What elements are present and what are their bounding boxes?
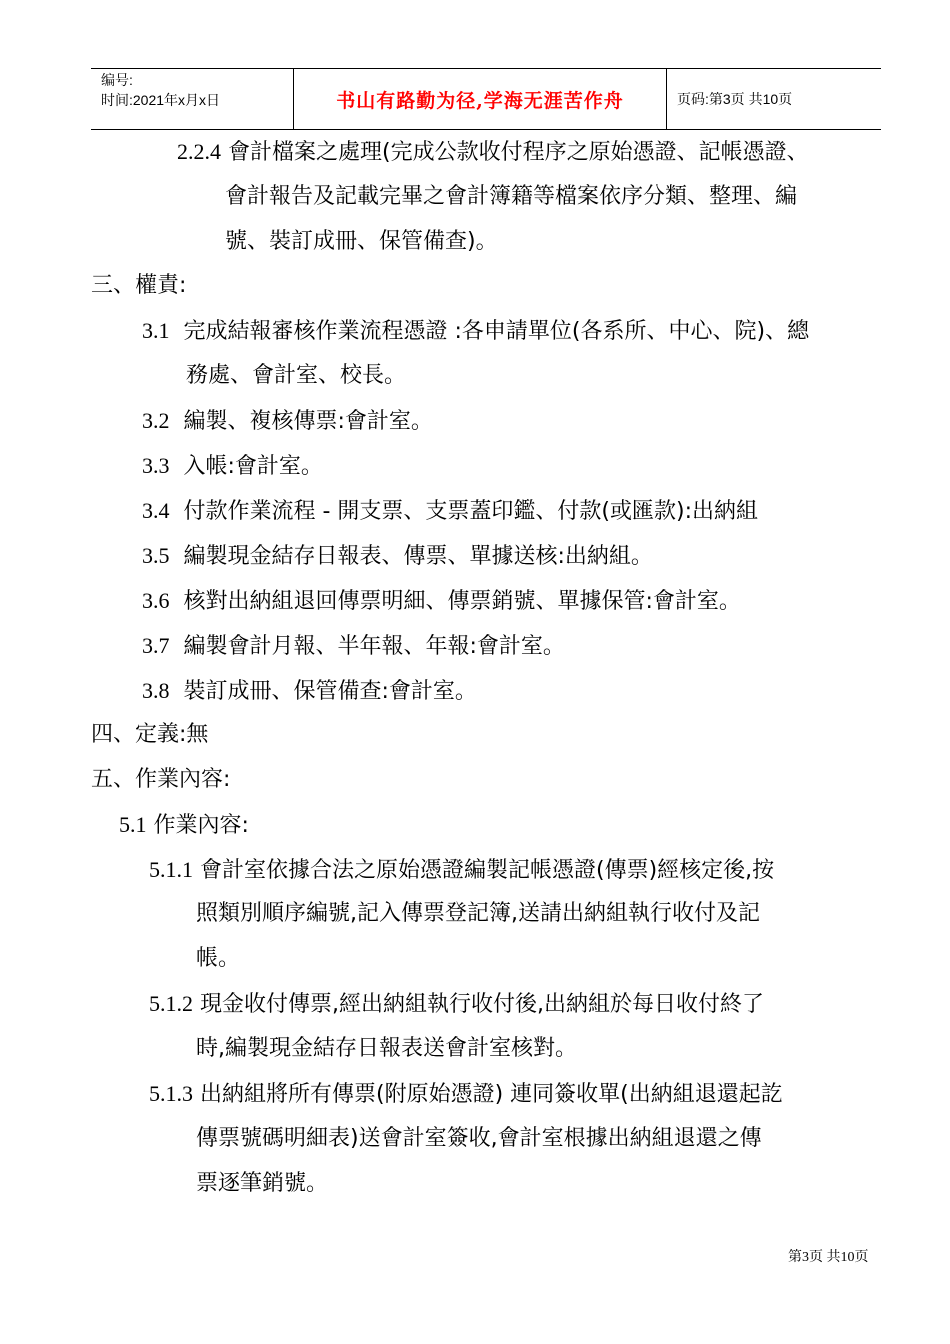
page-footer: 第3页 共10页	[788, 1250, 869, 1265]
text-line: 號、裝訂成冊、保管備查)。	[225, 229, 498, 254]
text-line: 3.3 入帳:會計室。	[142, 453, 323, 479]
text-line: 5.1.2 現金收付傳票,經出納組執行收付後,出納組於每日收付終了	[149, 991, 764, 1017]
section-heading: 五、作業內容:	[91, 767, 231, 792]
text-line: 會計報告及記載完畢之會計簿籍等檔案依序分類、整理、編	[225, 184, 798, 209]
page-header	[91, 68, 881, 130]
number-label: 编号:	[101, 72, 133, 88]
text-line: 2.2.4 會計檔案之處理(完成公款收付程序之原始憑證、記帳憑證、	[177, 139, 809, 165]
text-line: 5.1.3 出納組將所有傳票(附原始憑證) 連同簽收單(出納組退還起訖	[149, 1081, 783, 1107]
text-line: 5.1.1 會計室依據合法之原始憑證編製記帳憑證(傳票)經核定後,按	[149, 857, 775, 883]
text-line: 3.7 編製會計月報、半年報、年報:會計室。	[142, 633, 565, 659]
page-label: 页码:第3页 共10页	[677, 91, 793, 107]
motto-text: 书山有路勤为径,学海无涯苦作舟	[336, 89, 624, 112]
section-heading: 四、定義:無	[91, 722, 209, 747]
text-line: 照類別順序編號,記入傳票登記簿,送請出納組執行收付及記	[196, 901, 760, 926]
header-left-cell	[91, 69, 294, 129]
time-label: 时间:2021年x月x日	[101, 92, 221, 108]
text-line: 票逐筆銷號。	[196, 1171, 329, 1196]
header-right-cell	[667, 69, 881, 129]
subsection-heading: 5.1 作業內容:	[119, 812, 249, 838]
text-line: 帳。	[196, 946, 241, 971]
text-line: 3.5 編製現金結存日報表、傳票、單據送核:出納組。	[142, 543, 653, 569]
text-line: 3.2 編製、複核傳票:會計室。	[142, 408, 433, 434]
text-line: 3.1 完成結報審核作業流程憑證 :各申請單位(各系所、中心、院)、總	[142, 318, 810, 344]
text-line: 務處、會計室、校長。	[186, 363, 407, 388]
text-line: 傳票號碼明細表)送會計室簽收,會計室根據出納組退還之傳	[196, 1126, 762, 1151]
text-line: 3.6 核對出納組退回傳票明細、傳票銷號、單據保管:會計室。	[142, 588, 741, 614]
text-line: 3.8 裝訂成冊、保管備查:會計室。	[142, 678, 477, 704]
text-line: 3.4 付款作業流程 - 開支票、支票蓋印鑑、付款(或匯款):出納組	[142, 498, 759, 524]
text-line: 時,編製現金結存日報表送會計室核對。	[196, 1036, 577, 1061]
header-motto-cell	[294, 69, 667, 129]
section-heading: 三、權責:	[91, 273, 187, 298]
